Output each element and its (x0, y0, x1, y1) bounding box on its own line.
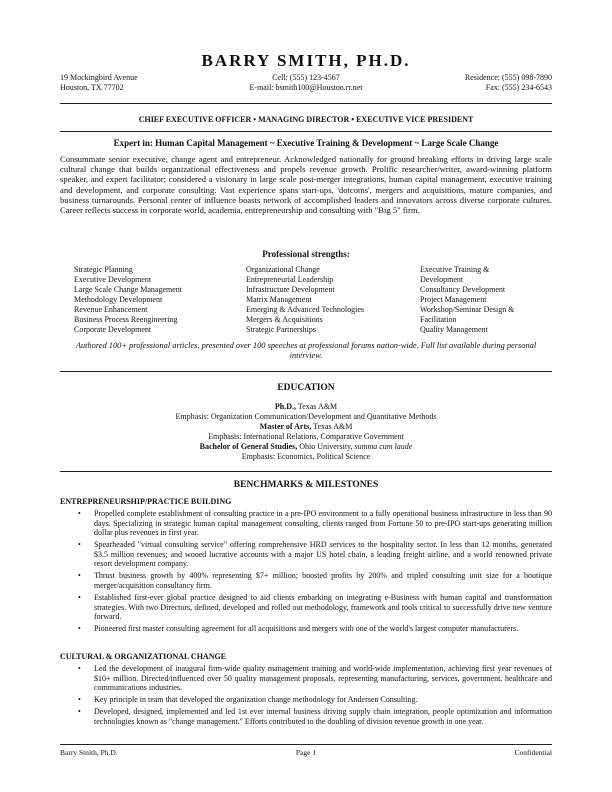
strengths-heading: Professional strengths: (262, 249, 350, 259)
list-item (60, 695, 552, 705)
list-item-text: Led the development of inaugural firm-wide quality management training and world-wide implementation, achieving first year revenues of $10+ million. Directed/influenced over 50 quality management proposals, representing manufacturing, services, government, healthcare and communications industries. (94, 664, 552, 693)
bullet-icon: • (78, 664, 81, 673)
strength-item: Executive Training & (420, 265, 490, 274)
bgs-emphasis: Emphasis: Economics, Political Science (241, 452, 371, 461)
bullet-icon: • (78, 592, 81, 602)
list-item (60, 593, 552, 622)
strength-item: Entrepreneurial Leadership (246, 275, 334, 284)
strength-item: Methodology Development (74, 295, 163, 304)
phd-degree: Ph.D., (274, 402, 297, 411)
cell-phone: Cell: (555) 123-4567 (272, 73, 340, 82)
residence-fax (465, 73, 552, 93)
entrepreneurship-subheading: ENTREPRENEURSHIP/PRACTICE BUILDING (60, 497, 232, 506)
ma-entry (60, 422, 552, 432)
bullet-icon: • (78, 695, 81, 705)
list-item (60, 571, 552, 590)
strength-item: Infrastructure Development (246, 285, 335, 294)
strengths-column-3 (420, 265, 560, 335)
list-item (60, 509, 552, 538)
phd-school: Texas A&M (297, 402, 338, 411)
strength-item: Facilitation (420, 315, 457, 324)
entrepreneurship-list (60, 509, 552, 636)
strengths-column-2 (246, 265, 416, 335)
list-item-text: Thrust business growth by 400% representing $7+ million; boosted profits by 200% and tripled consulting unit size for a boutique merger/acquisition consultancy firm. (94, 571, 552, 590)
list-item (60, 540, 552, 569)
strength-item: Consultancy Development (420, 285, 506, 294)
bullet-icon: • (78, 624, 81, 634)
strength-item: Matrix Management (246, 295, 312, 304)
address-line-1: 19 Mockingbird Avenue (60, 73, 138, 82)
titles-divider (60, 131, 552, 132)
strength-item: Corporate Development (74, 325, 152, 334)
strengths-column-1 (74, 265, 242, 335)
list-item-text: Developed, designed, implemented and led 1st ever internal business driving supply chain integration, people optimization and information technologies known as "change management." Efforts contributed to the doubling of division revenue growth in one year. (94, 707, 552, 726)
phd-emphasis: Emphasis: Organization Communication/Development and Quantitative Methods (175, 412, 437, 421)
footer-page-number: Page 1 (295, 748, 317, 757)
strength-item: Large Scale Change Management (74, 285, 183, 294)
education-divider (60, 371, 552, 372)
list-item-text: Spearheaded "virtual consulting service" offering comprehensive HRD services to the hospitality sector. In less than 12 months, generated $3.5 million revenues; and wooed lucrative accounts with a major US hotel chain, a leading freight airline, and a world renowned private resort development company. (94, 540, 552, 569)
email-address: E-mail: bsmith100@Houston.rr.net (249, 83, 363, 92)
list-item-text: Key principle in team that developed the organization change methodology for Andersen Consulting. (94, 695, 418, 705)
strength-item: Development (420, 275, 464, 284)
residence-phone: Residence: (555) 098-7890 (464, 73, 552, 82)
education-heading: EDUCATION (277, 383, 335, 393)
address-line-2: Houston, TX 77702 (60, 83, 124, 92)
bgs-school: Ohio University, (299, 442, 353, 451)
strength-item: Business Process Reengineering (74, 315, 178, 324)
strength-item: Project Management (420, 295, 487, 304)
bgs-honor: summa cum laude (354, 442, 413, 451)
strength-item: Mergers & Acquisitions (246, 315, 323, 324)
strength-item: Organizational Change (246, 265, 320, 274)
cultural-change-subheading: CULTURAL & ORGANIZATIONAL CHANGE (60, 652, 227, 661)
footer-divider (60, 744, 552, 745)
bullet-icon: • (78, 509, 81, 518)
footer-confidential: Confidential (514, 748, 552, 757)
strength-item: Emerging & Advanced Technologies (246, 305, 365, 314)
publications-note: Authored 100+ professional articles, presented over 100 speeches at professional forums nation-wide. Full list available during personal interview. (75, 341, 537, 360)
list-item-text: Propelled complete establishment of consulting practice in a pre-IPO environment to a fully operational business infrastructure in less than 90 days. Specializing in strategic human capital management consulting, clients ranged from Fortune 50 to pre-IPO start-ups generating million dollar plus revenues in first year. (94, 509, 552, 538)
benchmarks-divider (60, 471, 552, 472)
profile-summary: Consummate senior executive, change agent and entrepreneur. Acknowledged nationally for ground breaking efforts in driving large scale cultural change that builds organizational effectiveness and propels revenue growth. Prolific researcher/writer, award-winning platform speaker, and expert facilitator; considered a visionary in large scale post-merger integrations, human capital management, executive training and development, and corporate consulting. Vast experience spans start-ups, 'dotcoms', mergers and acquisitions, mature companies, and business turnarounds. Personal center of influence boasts network of accomplished leaders and innovators across diverse corporate cultures. Career reflects success in corporate world, academia, entrepreneurship and consulting with "Big 5" firm. (60, 154, 552, 216)
executive-titles: CHIEF EXECUTIVE OFFICER • MANAGING DIRECTOR • EXECUTIVE VICE PRESIDENT (138, 115, 474, 124)
candidate-name: BARRY SMITH, PH.D. (201, 51, 411, 70)
fax-number: Fax: (555) 234-6543 (485, 83, 552, 92)
strength-item: Strategic Planning (74, 265, 133, 274)
list-item-text: Established first-ever global practice designed to aid clients embarking on integrating e-Business with human capital and transformation strategies. With two Directors, defined, developed and rolled out methodology, framework and tools critical to successfully drive new venture forward. (94, 592, 552, 622)
strength-item: Workshop/Seminar Design & (420, 305, 515, 314)
list-item-text: Pioneered first master consulting agreement for all acquisitions and mergers with one of the world's largest computer manufacturers. (94, 624, 519, 634)
bgs-entry (60, 442, 552, 452)
list-item (60, 707, 552, 726)
education-block (60, 402, 552, 462)
bullet-icon: • (78, 540, 81, 550)
benchmarks-heading: BENCHMARKS & MILESTONES (233, 480, 379, 490)
strength-item: Strategic Partnerships (246, 325, 316, 334)
ma-school: Texas A&M (313, 422, 353, 431)
strength-item: Revenue Enhancement (74, 305, 148, 314)
bullet-icon: • (78, 571, 81, 581)
footer-name: Barry Smith, Ph.D. (60, 748, 118, 757)
expertise-line: Expert in: Human Capital Management ~ Executive Training & Development ~ Large Scale Change (113, 138, 499, 148)
ma-degree: Master of Arts, (259, 422, 312, 431)
bullet-icon: • (78, 707, 81, 717)
strength-item: Quality Management (420, 325, 488, 334)
strength-item: Executive Development (74, 275, 152, 284)
ma-emphasis: Emphasis: International Relations, Comparative Government (208, 432, 404, 441)
phd-entry (60, 402, 552, 412)
list-item (60, 624, 552, 634)
cultural-change-list (60, 664, 552, 729)
header-divider (60, 103, 552, 104)
bgs-degree: Bachelor of General Studies, (199, 442, 298, 451)
list-item (60, 664, 552, 693)
